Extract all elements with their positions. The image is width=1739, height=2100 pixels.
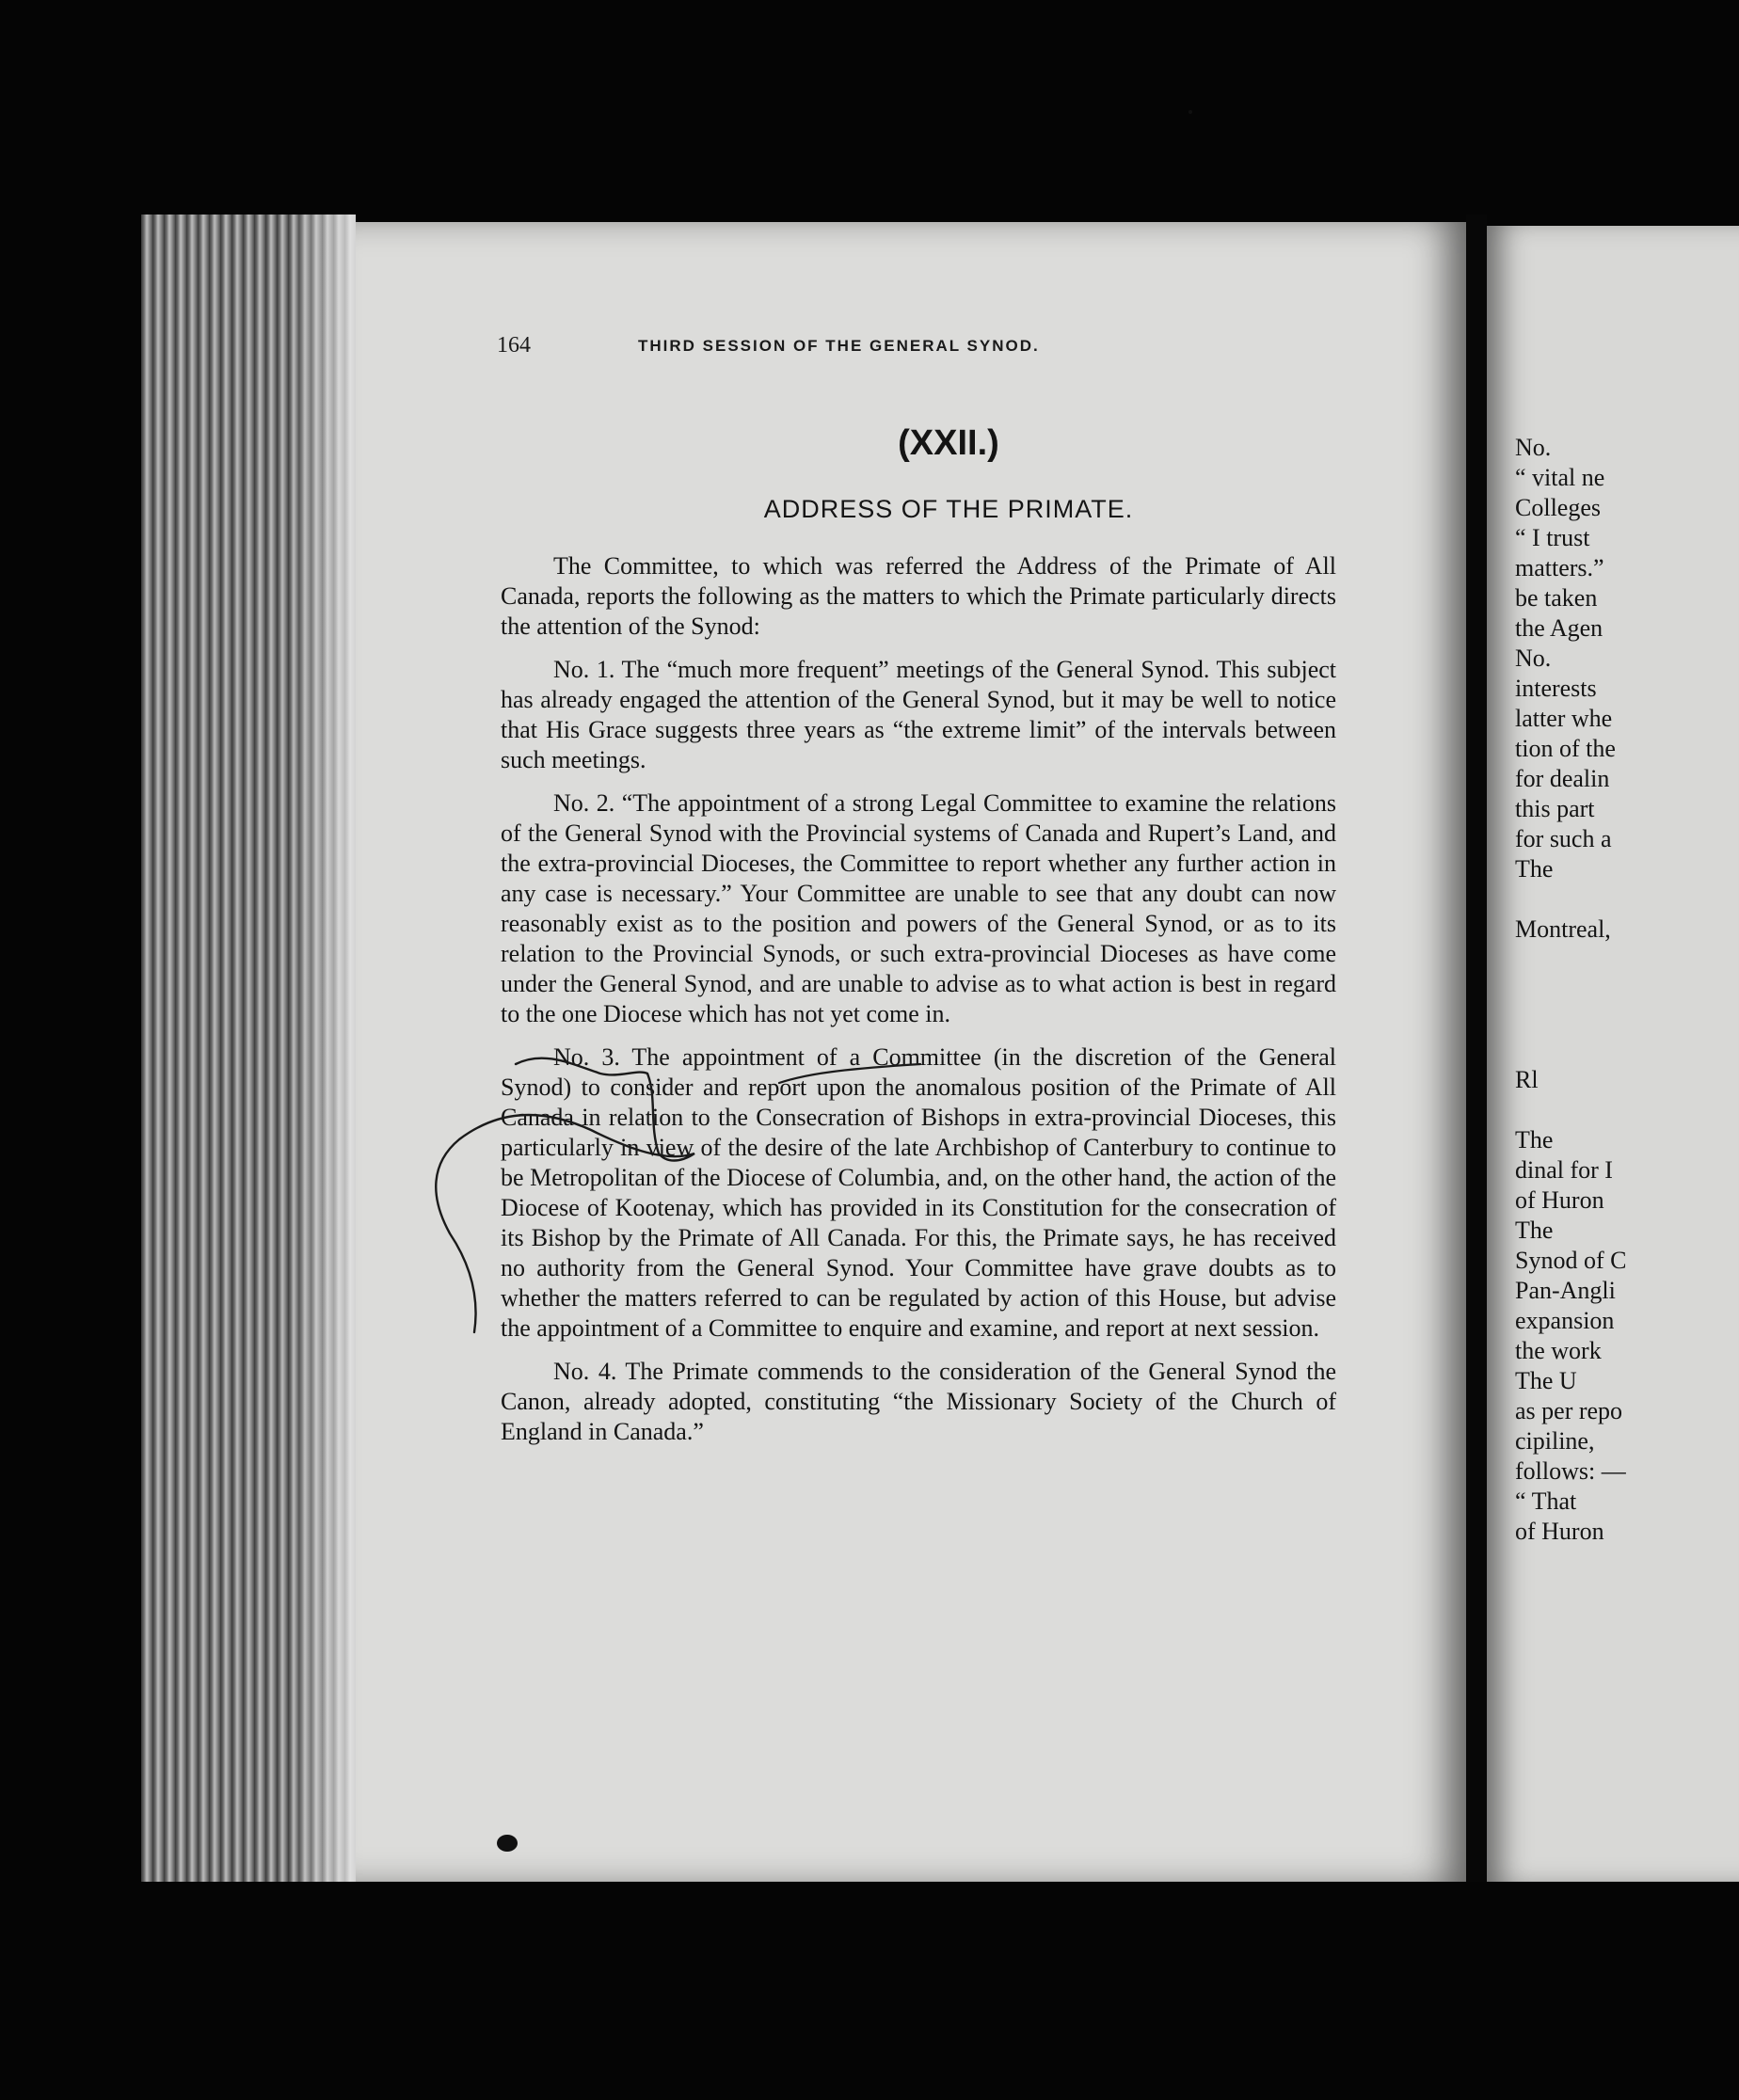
right-page-line: Colleges <box>1515 494 1601 521</box>
right-page-line: of Huron <box>1515 1186 1604 1214</box>
right-page-line <box>1515 1095 1739 1125</box>
paragraph-no-4: No. 4. The Primate commends to the consideration of the General Synod the Canon, already adopted, constituting “the Missionary Society of the Church of England in Canada.” <box>501 1358 1336 1445</box>
right-page-line: tion of the <box>1515 735 1616 762</box>
right-page-line: the work <box>1515 1337 1602 1364</box>
section-number: (XXII.) <box>898 423 999 463</box>
right-page-line: latter whe <box>1515 705 1613 732</box>
right-page-text <box>1515 433 1739 1547</box>
body-text <box>501 551 1336 1460</box>
right-page-line: Rl <box>1515 1066 1539 1093</box>
right-page-line: interests <box>1515 675 1597 702</box>
right-page-line: The <box>1515 1217 1554 1244</box>
right-page-line: “ That <box>1515 1488 1577 1515</box>
right-page-line: for such a <box>1515 825 1612 852</box>
page-edges <box>141 215 356 1882</box>
right-page-line: this part <box>1515 795 1595 822</box>
paragraph-no-2: No. 2. “The appointment of a strong Legal Committee to examine the relations of the General Synod with the Provincial systems of Canada and Rupert’s Land, and the extra-provincial Dioceses, the Committee to report whether any further action in any case is necessary.” Your Committee are unable to see that any doubt can now reasonably exist as to the position and powers of the General Synod, or as to its relation to the Provincial Synods, or such extra-provincial Dioceses as have come under the General Synod, and are unable to advise as to what action is best in regard to the one Diocese which has not yet come in. <box>501 789 1336 1027</box>
right-page-line <box>1515 945 1739 975</box>
right-page-line: The U <box>1515 1367 1577 1394</box>
page-number: 164 <box>497 333 531 358</box>
section-title: ADDRESS OF THE PRIMATE. <box>763 495 1134 523</box>
right-page-line: The <box>1515 1126 1554 1153</box>
right-page-line: follows: — <box>1515 1457 1626 1485</box>
right-page-line: “ vital ne <box>1515 464 1605 491</box>
right-page-line: for dealin <box>1515 765 1610 792</box>
right-page-line <box>1515 1035 1739 1065</box>
left-page <box>356 222 1466 1882</box>
right-page-line: matters.” <box>1515 554 1604 581</box>
open-book <box>141 215 1739 1882</box>
speck <box>1189 110 1192 114</box>
right-page-line: cipiline, <box>1515 1427 1595 1455</box>
right-page-line <box>1515 884 1739 915</box>
ink-blot <box>497 1835 518 1852</box>
paragraph-no-3: No. 3. The appointment of a Committee (in the discretion of the General Synod) to consider and report upon the anomalous position of the Primate of All Canada in relation to the Consecration of Bishops in extra-provincial Dioceses, this particularly in view of the desire of the late Archbishop of Canterbury to continue to be Metropolitan of the Diocese of Columbia, and, on the other hand, the action of the Diocese of Kootenay, which has provided in its Constitution for the consecration of its Bishop by the Primate of All Canada. For this, the Primate says, he has received no authority from the General Synod. Your Committee have grave doubts as to whether the matters referred to can be regulated by action of this House, but advise the appointment of a Committee to enquire and examine, and report at next session. <box>501 1043 1336 1342</box>
running-head <box>356 333 1466 361</box>
right-page-line: dinal for I <box>1515 1156 1613 1184</box>
right-page-line: as per repo <box>1515 1397 1623 1424</box>
right-page-line: of Huron <box>1515 1518 1604 1545</box>
right-page-line <box>1515 975 1739 1005</box>
right-page-line: No. <box>1515 644 1552 672</box>
right-page-line: “ I trust <box>1515 524 1590 551</box>
book-gutter <box>1466 215 1487 1882</box>
right-page-line: Montreal, <box>1515 915 1611 943</box>
right-page-line: No. <box>1515 434 1552 461</box>
running-head-title: THIRD SESSION OF THE GENERAL SYNOD. <box>638 337 1040 355</box>
right-page-line: the Agen <box>1515 614 1603 642</box>
paragraph-no-1: No. 1. The “much more frequent” meetings of the General Synod. This subject has already engaged the attention of the General Synod, but it may be well to notice that His Grace suggests three years as “the extreme limit” of the intervals between such meetings. <box>501 656 1336 773</box>
right-page-line <box>1515 1005 1739 1035</box>
right-page-line: be taken <box>1515 584 1598 612</box>
right-page-line: Pan-Angli <box>1515 1277 1616 1304</box>
right-page <box>1487 226 1739 1882</box>
right-page-line: Synod of C <box>1515 1247 1627 1274</box>
right-page-line: expansion <box>1515 1307 1615 1334</box>
right-page-line: The <box>1515 855 1554 883</box>
paragraph-intro: The Committee, to which was referred the Address of the Primate of All Canada, reports the following as the matters to which the Primate particularly directs the attention of the Synod: <box>501 552 1336 640</box>
